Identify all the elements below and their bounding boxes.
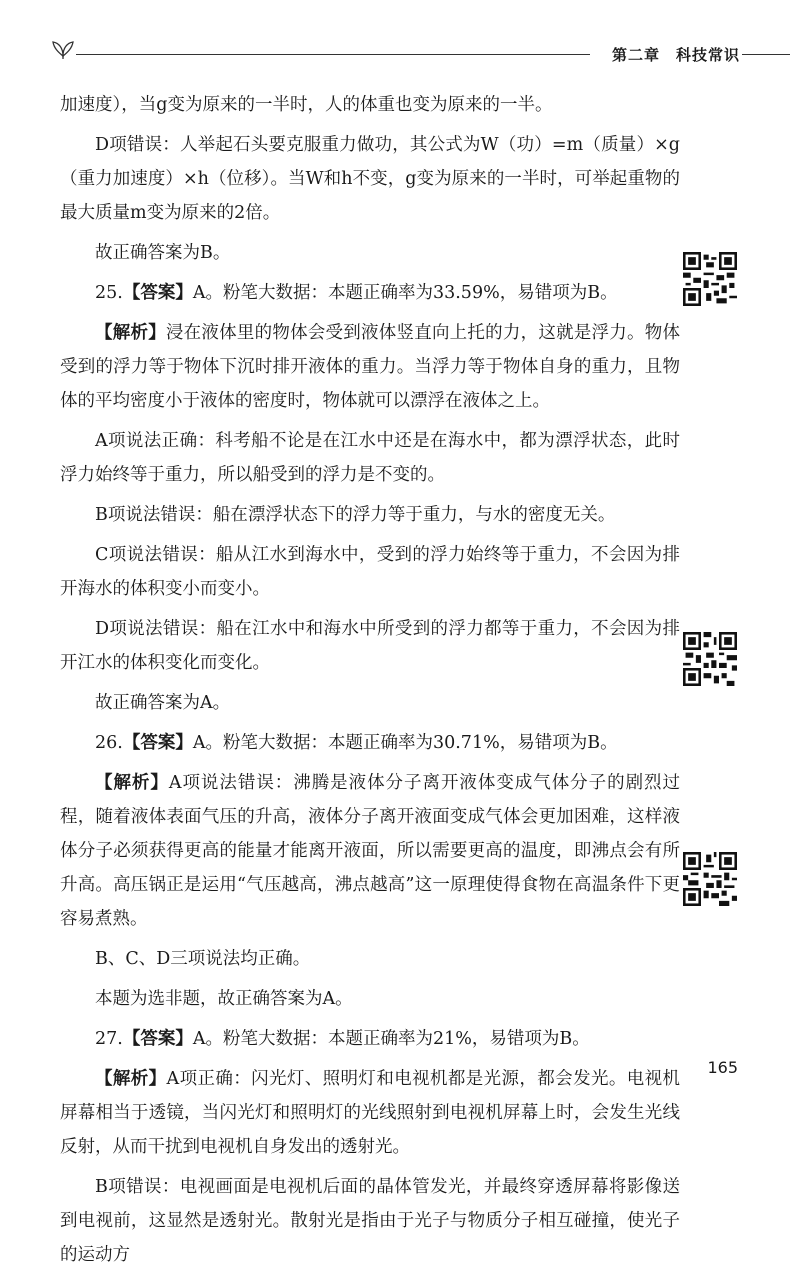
analysis-paragraph: 【解析】浸在液体里的物体会受到液体竖直向上托的力，这就是浮力。物体受到的浮力等于物体下沉时排开液体的重力。当浮力等于物体自身的重力，且物体的平均密度小于液体的密度时，物体就可以漂浮在液体之上。 [60, 323, 680, 411]
header-rule [76, 54, 590, 55]
paragraph: 本题为选非题，故正确答案为A。 [95, 989, 353, 1009]
qr-code-27[interactable] [683, 852, 737, 906]
paragraph: 加速度），当g变为原来的一半时，人的体重也变为原来的一半。 [60, 95, 553, 115]
answer-paragraph: 27.【答案】A。粉笔大数据：本题正确率为21%，易错项为B。 [95, 1029, 590, 1049]
page-number: 165 [707, 1058, 738, 1077]
paragraph: D项说法错误：船在江水中和海水中所受到的浮力都等于重力，不会因为排开江水的体积变化而变化。 [60, 619, 680, 673]
paragraph: B项错误：电视画面是电视机后面的晶体管发光，并最终穿透屏幕将影像送到电视前，这显然是透射光。散射光是指由于光子与物质分子相互碰撞，使光子的运动方 [60, 1177, 680, 1265]
answer-paragraph: 26.【答案】A。粉笔大数据：本题正确率为30.71%，易错项为B。 [95, 733, 618, 753]
qr-code-26[interactable] [683, 632, 737, 686]
leaf-icon [50, 34, 76, 60]
paragraph: B项说法错误：船在漂浮状态下的浮力等于重力，与水的密度无关。 [95, 505, 616, 525]
paragraph: C项说法错误：船从江水到海水中，受到的浮力始终等于重力，不会因为排开海水的体积变小而变小。 [60, 545, 680, 599]
chapter-title: 第二章 科技常识 [611, 46, 740, 64]
paragraph: 故正确答案为B。 [95, 243, 231, 263]
paragraph: A项说法正确：科考船不论是在江水中还是在海水中，都为漂浮状态，此时浮力始终等于重力，所以船受到的浮力是不变的。 [60, 431, 680, 485]
page-header [0, 0, 800, 80]
paragraph: 故正确答案为A。 [95, 693, 231, 713]
answer-paragraph: 25.【答案】A。粉笔大数据：本题正确率为33.59%，易错项为B。 [95, 283, 618, 303]
analysis-paragraph: 【解析】A项正确：闪光灯、照明灯和电视机都是光源，都会发光。电视机屏幕相当于透镜，当闪光灯和照明灯的光线照射到电视机屏幕上时，会发生光线反射，从而干扰到电视机自身发出的透射光。 [60, 1069, 680, 1157]
page-body [60, 88, 680, 1278]
analysis-paragraph: 【解析】A项说法错误：沸腾是液体分子离开液体变成气体分子的剧烈过程，随着液体表面气压的升高，液体分子离开液面变成气体会更加困难，这样液体分子必须获得更高的能量才能离开液面，所以需要更高的温度，即沸点会有所升高。高压锅正是运用“气压越高，沸点越高”这一原理使得食物在高温条件下更容易煮熟。 [60, 773, 681, 929]
paragraph: D项错误：人举起石头要克服重力做功，其公式为W（功）=m（质量）×g（重力加速度）×h（位移）。当W和h不变，g变为原来的一半时，可举起重物的最大质量m变为原来的2倍。 [60, 135, 680, 223]
header-rule-tail [742, 54, 790, 55]
paragraph: B、C、D三项说法均正确。 [95, 949, 311, 969]
qr-code-25[interactable] [683, 252, 737, 306]
